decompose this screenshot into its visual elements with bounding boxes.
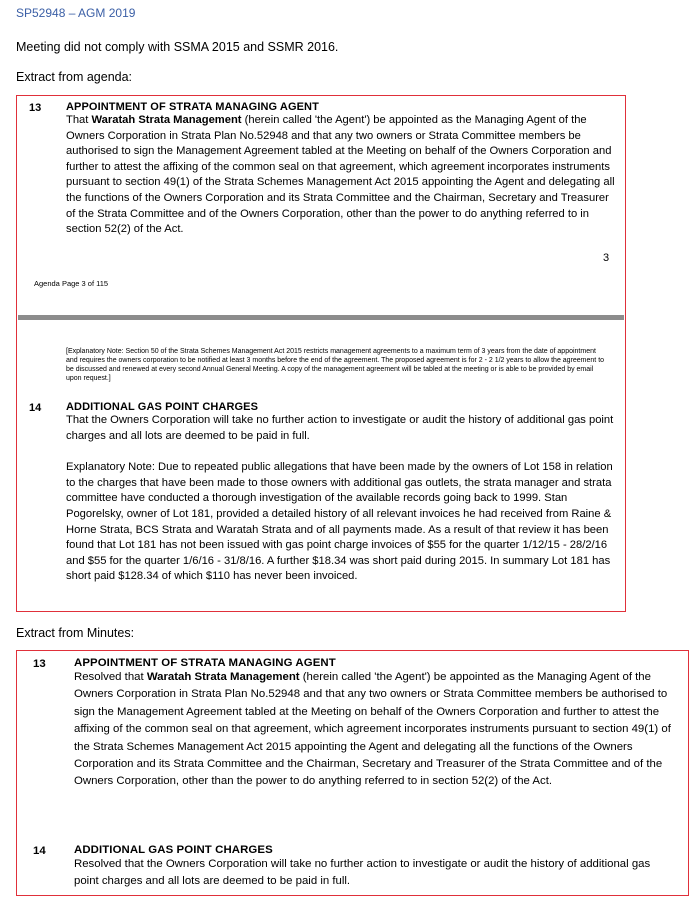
minutes-item-13-text: [74, 669, 678, 791]
agenda-item-14-explanation: Explanatory Note: Due to repeated public allegations that have been made by the owners of Lot 158 in relation to the charges that have been made to those owners with additional gas outlets, the strata manager and strata committee have conducted a thorough investigation of the available records going back to 1999. Stan Pogorelsky, owner of Lot 181, provided a detailed history of all relevant invoices he had received from Raine & Horne Strata, BCS Strata and Waratah Strata and of all payments made. As a result of that review it has been found that Lot 181 has not been issued with gas point charge invoices of $55 for the quarter 1/12/15 - 28/2/16 and $55 for the quarter 1/6/16 - 31/8/16. A further $18.34 was short paid during 2015. In summary Lot 181 has short paid $128.34 of which $110 has never been invoiced.: [66, 461, 613, 583]
agenda-item-14-text: That the Owners Corporation will take no further action to investigate or audit the history of additional gas point charges and all lots are deemed to be paid in full.: [66, 414, 614, 442]
agenda-explanatory-note: [Explanatory Note: Section 50 of the Strata Schemes Management Act 2015 restricts management agreements to a maximum term of 3 years from the date of appointment and requires the owners corporation to be notified at least 3 months before the end of the agreement. The proposed agreement is for 2 - 2 1/2 years to allow the agreement to be discussed and renewed at every second Annual General Meeting. A copy of the management agreement will be tabled at the meeting or is able to be provided by email upon request.]: [66, 348, 605, 382]
agenda-item-13-title: APPOINTMENT OF STRATA MANAGING AGENT: [66, 101, 319, 113]
agenda-extract-label: Extract from agenda:: [16, 70, 133, 84]
agent-name: Waratah Strata Management: [91, 114, 242, 126]
minutes-item-13-title: APPOINTMENT OF STRATA MANAGING AGENT: [74, 657, 336, 669]
agenda-page-footer: Agenda Page 3 of 115: [34, 279, 109, 288]
agenda-item-14-number: 14: [29, 402, 42, 414]
minutes-item-14: [74, 844, 678, 891]
agenda-item-13-text-pre: That: [66, 114, 92, 126]
agenda-item-14: [66, 401, 614, 585]
agenda-item-13-text: [66, 113, 616, 238]
minutes-item-13-text-pre: Resolved that: [74, 671, 147, 683]
agent-name: Waratah Strata Management: [146, 671, 300, 683]
intro-statement: Meeting did not comply with SSMA 2015 and SSMR 2016.: [16, 40, 339, 54]
minutes-item-14-number: 14: [33, 845, 46, 857]
minutes-item-14-text: Resolved that the Owners Corporation will take no further action to investigate or audit the history of additional gas point charges and all lots are deemed to be paid in full.: [74, 858, 651, 888]
agenda-page-number: 3: [603, 252, 610, 264]
page-break-divider: [18, 315, 624, 320]
agenda-extract-box: [16, 95, 626, 612]
agenda-item-13-text-post: (herein called 'the Agent') be appointed as the Managing Agent of the Owners Corporation in Strata Plan No.52948 and that any two owners or Strata Committee members be authorised to sign the Management Agreement tabled at the Meeting on behalf of the Owners Corporation and further to attest the affixing of the common seal on that agreement, which agreement incorporates instruments pursuant to section 49(1) of the Strata Schemes Management Act 2015 appointing the Agent and delegating all the functions of the Owners Corporation and its Strata Committee and the Chairman, Secretary and Treasurer of the Strata Committee and of the Owners Corporation, other than the power to do anything referred to in section 52(2) of the Act.: [66, 114, 615, 236]
agenda-item-13-number: 13: [29, 102, 42, 114]
minutes-item-13: [74, 657, 678, 791]
minutes-extract-label: Extract from Minutes:: [16, 626, 135, 640]
minutes-item-14-title: ADDITIONAL GAS POINT CHARGES: [74, 844, 273, 856]
agenda-item-13: [66, 101, 616, 238]
minutes-item-13-number: 13: [33, 658, 46, 670]
minutes-item-13-text-post: (herein called 'the Agent') be appointed as the Managing Agent of the Owners Corporation in Strata Plan No.52948 and that any two owners or Strata Committee members be authorised to sign the Management Agreement tabled at the Meeting on behalf of the Owners Corporation and further to attest the affixing of the common seal on that agreement, which agreement incorporates instruments pursuant to section 49(1) of the Strata Schemes Management Act 2015 appointing the Agent and delegating all the functions of the Owners Corporation and its Strata Committee and the Chairman, Secretary and Treasurer of the Strata Committee and of the Owners Corporation, other than the power to do anything referred to in section 52(2) of the Act.: [74, 671, 671, 788]
agenda-item-14-title: ADDITIONAL GAS POINT CHARGES: [66, 401, 259, 413]
minutes-extract-box: [16, 650, 689, 896]
document-header: SP52948 – AGM 2019: [16, 6, 136, 20]
